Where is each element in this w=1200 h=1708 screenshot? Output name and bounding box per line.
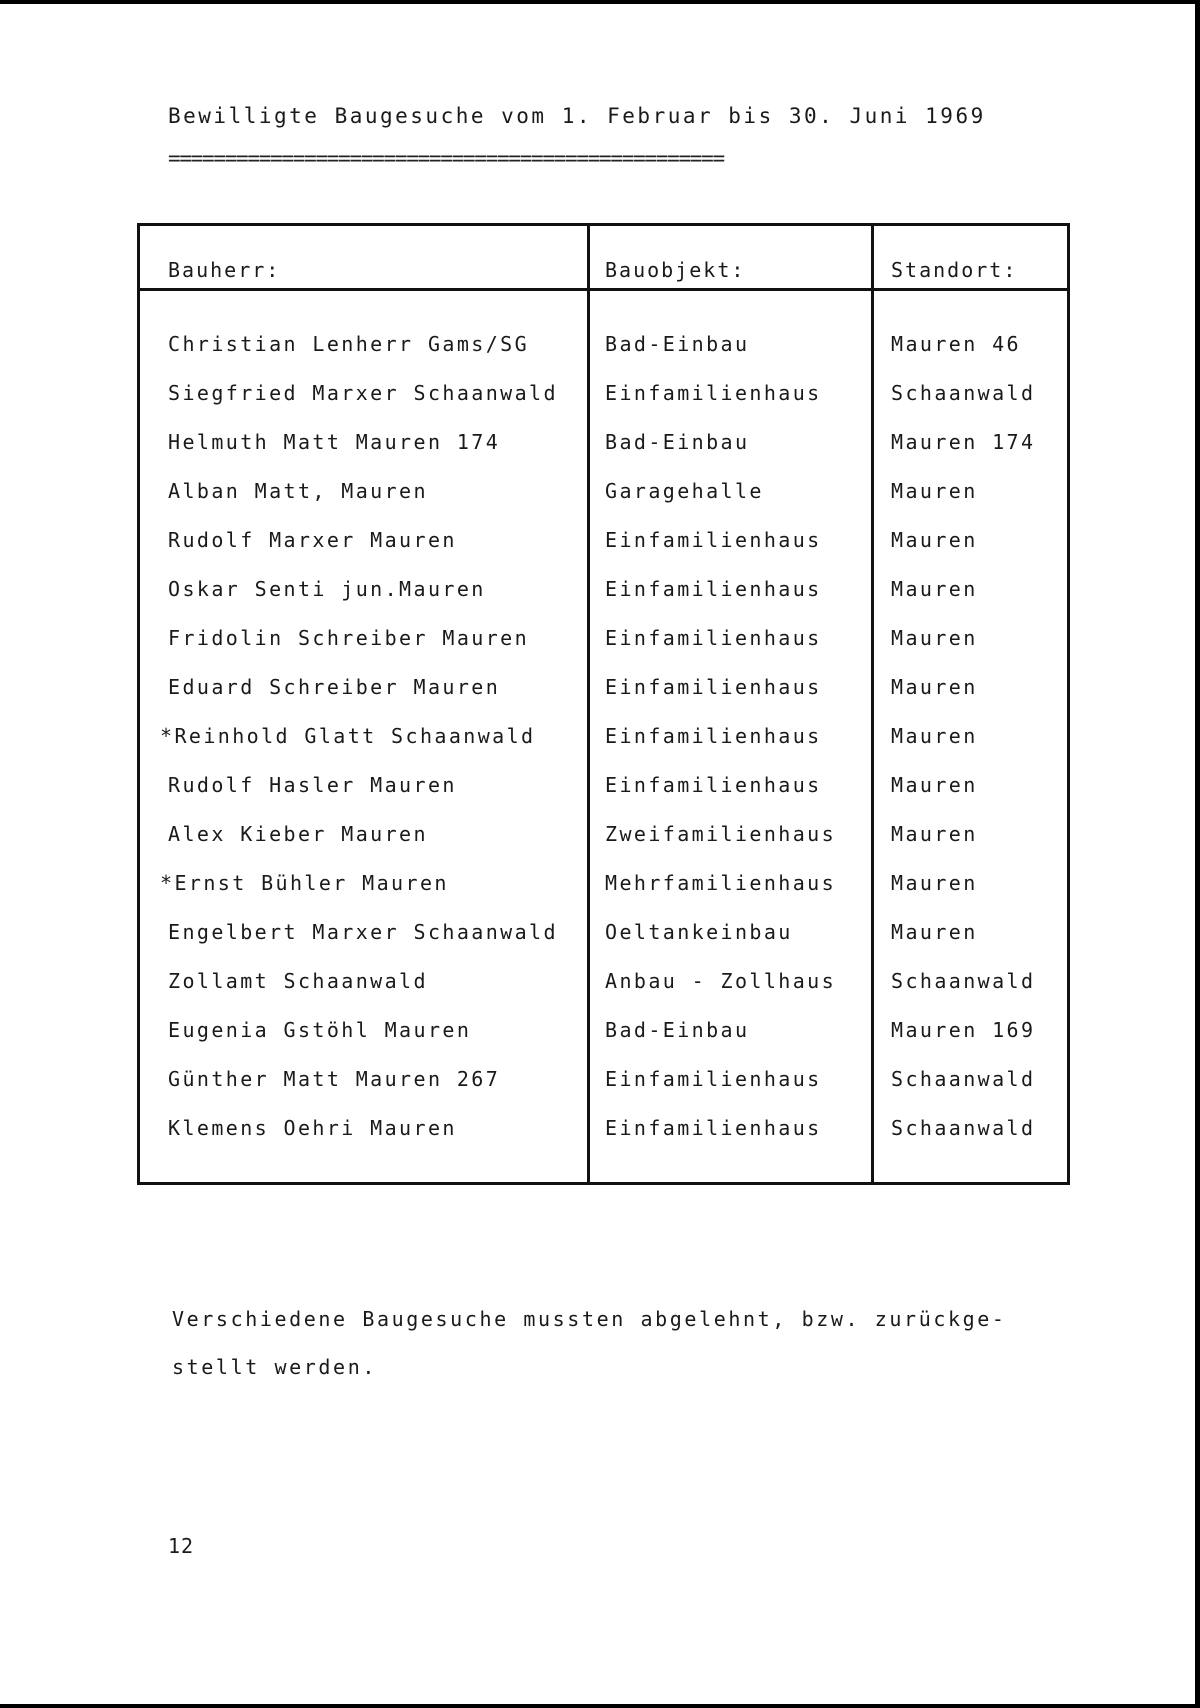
table-row bbox=[140, 1067, 1067, 1099]
bauherr-cell: Christian Lenherr Gams/SG bbox=[168, 332, 530, 356]
standort-cell: Mauren 46 bbox=[891, 332, 1021, 356]
bauherr-cell: Fridolin Schreiber Mauren bbox=[168, 626, 530, 650]
bauherr-cell: Rudolf Marxer Mauren bbox=[168, 528, 457, 552]
table-row bbox=[140, 773, 1067, 805]
bauherr-cell: Günther Matt Mauren 267 bbox=[168, 1067, 501, 1091]
page-title: Bewilligte Baugesuche vom 1. Februar bis 30. Juni 1969 bbox=[168, 104, 986, 128]
table-row bbox=[140, 969, 1067, 1001]
bauobjekt-cell: Bad-Einbau bbox=[605, 332, 750, 356]
title-underline: ================================================= bbox=[168, 146, 724, 170]
standort-cell: Schaanwald bbox=[891, 1067, 1036, 1091]
bauobjekt-cell: Mehrfamilienhaus bbox=[605, 871, 837, 895]
header-bauobjekt: Bauobjekt: bbox=[605, 258, 746, 282]
note-line-2: stellt werden. bbox=[172, 1355, 377, 1379]
table-row bbox=[140, 528, 1067, 560]
bauobjekt-cell: Einfamilienhaus bbox=[605, 577, 822, 601]
scan-right-edge bbox=[1195, 0, 1200, 1708]
bauherr-cell: Oskar Senti jun.Mauren bbox=[168, 577, 486, 601]
bauobjekt-cell: Anbau - Zollhaus bbox=[605, 969, 837, 993]
scan-bottom-edge bbox=[0, 1704, 1200, 1708]
table-row bbox=[140, 626, 1067, 658]
table-row bbox=[140, 1018, 1067, 1050]
page-number: 12 bbox=[168, 1534, 195, 1558]
bauherr-cell: Alban Matt, Mauren bbox=[168, 479, 428, 503]
standort-cell: Mauren bbox=[891, 479, 978, 503]
standort-cell: Mauren bbox=[891, 920, 978, 944]
table-row bbox=[140, 381, 1067, 413]
bauobjekt-cell: Einfamilienhaus bbox=[605, 381, 822, 405]
bauobjekt-cell: Einfamilienhaus bbox=[605, 675, 822, 699]
bauobjekt-cell: Einfamilienhaus bbox=[605, 626, 822, 650]
standort-cell: Mauren bbox=[891, 577, 978, 601]
permits-table bbox=[137, 223, 1070, 1185]
bauherr-cell: Klemens Oehri Mauren bbox=[168, 1116, 457, 1140]
bauobjekt-cell: Einfamilienhaus bbox=[605, 1067, 822, 1091]
standort-cell: Mauren bbox=[891, 528, 978, 552]
table-row bbox=[140, 479, 1067, 511]
standort-cell: Mauren bbox=[891, 773, 978, 797]
scan-top-edge bbox=[0, 0, 1200, 4]
bauobjekt-cell: Bad-Einbau bbox=[605, 430, 750, 454]
bauobjekt-cell: Bad-Einbau bbox=[605, 1018, 750, 1042]
table-row bbox=[140, 675, 1067, 707]
bauherr-cell: Engelbert Marxer Schaanwald bbox=[168, 920, 558, 944]
bauherr-cell: Rudolf Hasler Mauren bbox=[168, 773, 457, 797]
standort-cell: Mauren 169 bbox=[891, 1018, 1036, 1042]
standort-cell: Mauren bbox=[891, 626, 978, 650]
bauobjekt-cell: Einfamilienhaus bbox=[605, 528, 822, 552]
bauobjekt-cell: Zweifamilienhaus bbox=[605, 822, 837, 846]
bauherr-cell: Alex Kieber Mauren bbox=[168, 822, 428, 846]
table-row bbox=[140, 871, 1067, 903]
table-row bbox=[140, 577, 1067, 609]
table-row bbox=[140, 1116, 1067, 1148]
note-line-1: Verschiedene Baugesuche mussten abgelehnt, bzw. zurückge- bbox=[172, 1307, 1007, 1331]
table-row bbox=[140, 724, 1067, 756]
bauherr-cell: Eugenia Gstöhl Mauren bbox=[168, 1018, 472, 1042]
bauobjekt-cell: Einfamilienhaus bbox=[605, 1116, 822, 1140]
header-standort: Standort: bbox=[891, 258, 1018, 282]
standort-cell: Schaanwald bbox=[891, 969, 1036, 993]
standort-cell: Mauren bbox=[891, 822, 978, 846]
standort-cell: Mauren 174 bbox=[891, 430, 1036, 454]
bauherr-cell: *Ernst Bühler Mauren bbox=[160, 871, 449, 895]
bauobjekt-cell: Oeltankeinbau bbox=[605, 920, 793, 944]
standort-cell: Mauren bbox=[891, 675, 978, 699]
bauobjekt-cell: Einfamilienhaus bbox=[605, 773, 822, 797]
table-row bbox=[140, 430, 1067, 462]
bauobjekt-cell: Garagehalle bbox=[605, 479, 764, 503]
table-row bbox=[140, 822, 1067, 854]
standort-cell: Mauren bbox=[891, 871, 978, 895]
bauherr-cell: Helmuth Matt Mauren 174 bbox=[168, 430, 501, 454]
table-row bbox=[140, 920, 1067, 952]
standort-cell: Mauren bbox=[891, 724, 978, 748]
bauherr-cell: Eduard Schreiber Mauren bbox=[168, 675, 501, 699]
header-divider bbox=[140, 288, 1067, 291]
bauobjekt-cell: Einfamilienhaus bbox=[605, 724, 822, 748]
bauherr-cell: Zollamt Schaanwald bbox=[168, 969, 428, 993]
standort-cell: Schaanwald bbox=[891, 381, 1036, 405]
standort-cell: Schaanwald bbox=[891, 1116, 1036, 1140]
bauherr-cell: Siegfried Marxer Schaanwald bbox=[168, 381, 558, 405]
bauherr-cell: *Reinhold Glatt Schaanwald bbox=[160, 724, 536, 748]
table-row bbox=[140, 332, 1067, 364]
header-bauherr: Bauherr: bbox=[168, 258, 281, 282]
